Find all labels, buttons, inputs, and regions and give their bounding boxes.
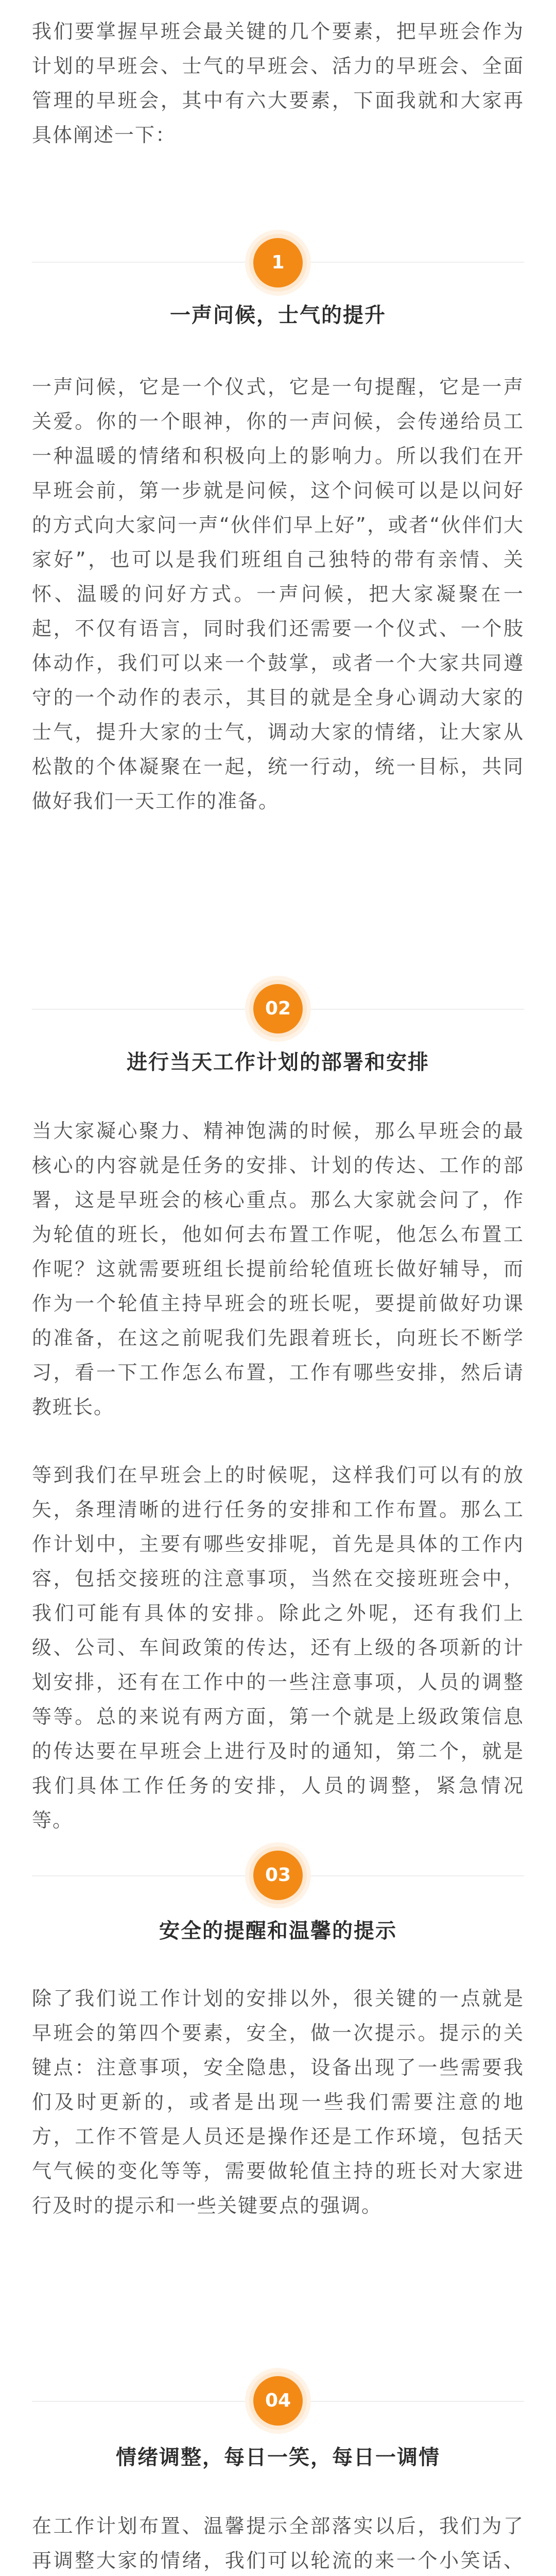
section-1-number-badge: 1 bbox=[253, 238, 303, 287]
section-2-body-1 bbox=[32, 1114, 524, 1425]
section-2-paragraph-1: 当大家凝心聚力、精神饱满的时候，那么早班会的最核心的内容就是任务的安排、计划的传达、工作的部署，这是早班会的核心重点。那么大家就会问了，作为轮值的班长，他如何去布置工作呢，他怎么布置工作呢？这就需要班组长提前给轮值班长做好辅导，而作为一个轮值主持早班会的班长呢，要提前做好功课的准备，在这之前呢我们先跟着班长，向班长不断学习，看一下工作怎么布置，工作有哪些安排，然后请教班长。 bbox=[32, 1120, 524, 1418]
intro-paragraph: 我们要掌握早班会最关键的几个要素，把早班会作为计划的早班会、士气的早班会、活力的早班会、全面管理的早班会，其中有六大要素，下面我就和大家再具体阐述一下： bbox=[32, 20, 524, 146]
section-4-title: 情绪调整，每日一笑，每日一调情 bbox=[116, 2446, 440, 2469]
section-2-body-2 bbox=[32, 1458, 524, 1838]
section-3-body bbox=[32, 1981, 524, 2223]
section-4-paragraph: 在工作计划布置、温馨提示全部落实以后，我们为了再调整大家的情绪，我们可以轮流的来一个小笑话、 bbox=[32, 2515, 524, 2572]
section-1-body bbox=[32, 370, 524, 819]
section-1-title: 一声问候，士气的提升 bbox=[170, 303, 386, 327]
section-1-paragraph: 一声问候，它是一个仪式，它是一句提醒，它是一声关爱。你的一个眼神，你的一声问候，会传递给员工一种温暖的情绪和积极向上的影响力。所以我们在开早班会前，第一步就是问候，这个问候可以是以问好的方式向大家问一声“伙伴们早上好”，或者“伙伴们大家好”，也可以是我们班组自己独特的带有亲情、关怀、温暖的问好方式。一声问候，把大家凝聚在一起，不仅有语言，同时我们还需要一个仪式、一个肢体动作，我们可以来一个鼓掌，或者一个大家共同遵守的一个动作的表示，其目的就是全身心调动大家的士气，提升大家的士气，调动大家的情绪，让大家从松散的个体凝聚在一起，统一行动，统一目标，共同做好我们一天工作的准备。 bbox=[32, 376, 524, 812]
intro-block bbox=[32, 14, 524, 152]
section-3-number-badge: 03 bbox=[253, 1851, 303, 1900]
section-2-title: 进行当天工作计划的部署和安排 bbox=[127, 1050, 429, 1074]
section-4-number-badge: 04 bbox=[253, 2376, 303, 2426]
section-2-number-badge: 02 bbox=[253, 984, 303, 1033]
section-3-paragraph: 除了我们说工作计划的安排以外，很关键的一点就是早班会的第四个要素，安全，做一次提示。提示的关键点：注意事项，安全隐患，设备出现了一些需要我们及时更新的，或者是出现一些我们需要注意的地方，工作不管是人员还是操作还是工作环境，包括天气气候的变化等等，需要做轮值主持的班长对大家进行及时的提示和一些关键要点的强调。 bbox=[32, 1987, 524, 2217]
section-3-title: 安全的提醒和温馨的提示 bbox=[159, 1919, 397, 1943]
section-4-body bbox=[32, 2509, 524, 2576]
section-2-paragraph-2: 等到我们在早班会上的时候呢，这样我们可以有的放矢，条理清晰的进行任务的安排和工作布置。那么工作计划中，主要有哪些安排呢，首先是具体的工作内容，包括交接班的注意事项，当然在交接班班会中，我们可能有具体的安排。除此之外呢，还有我们上级、公司、车间政策的传达，还有上级的各项新的计划安排，还有在工作中的一些注意事项，人员的调整等等。总的来说有两方面，第一个就是上级政策信息的传达要在早班会上进行及时的通知，第二个，就是我们具体工作任务的安排，人员的调整，紧急情况等。 bbox=[32, 1464, 524, 1832]
